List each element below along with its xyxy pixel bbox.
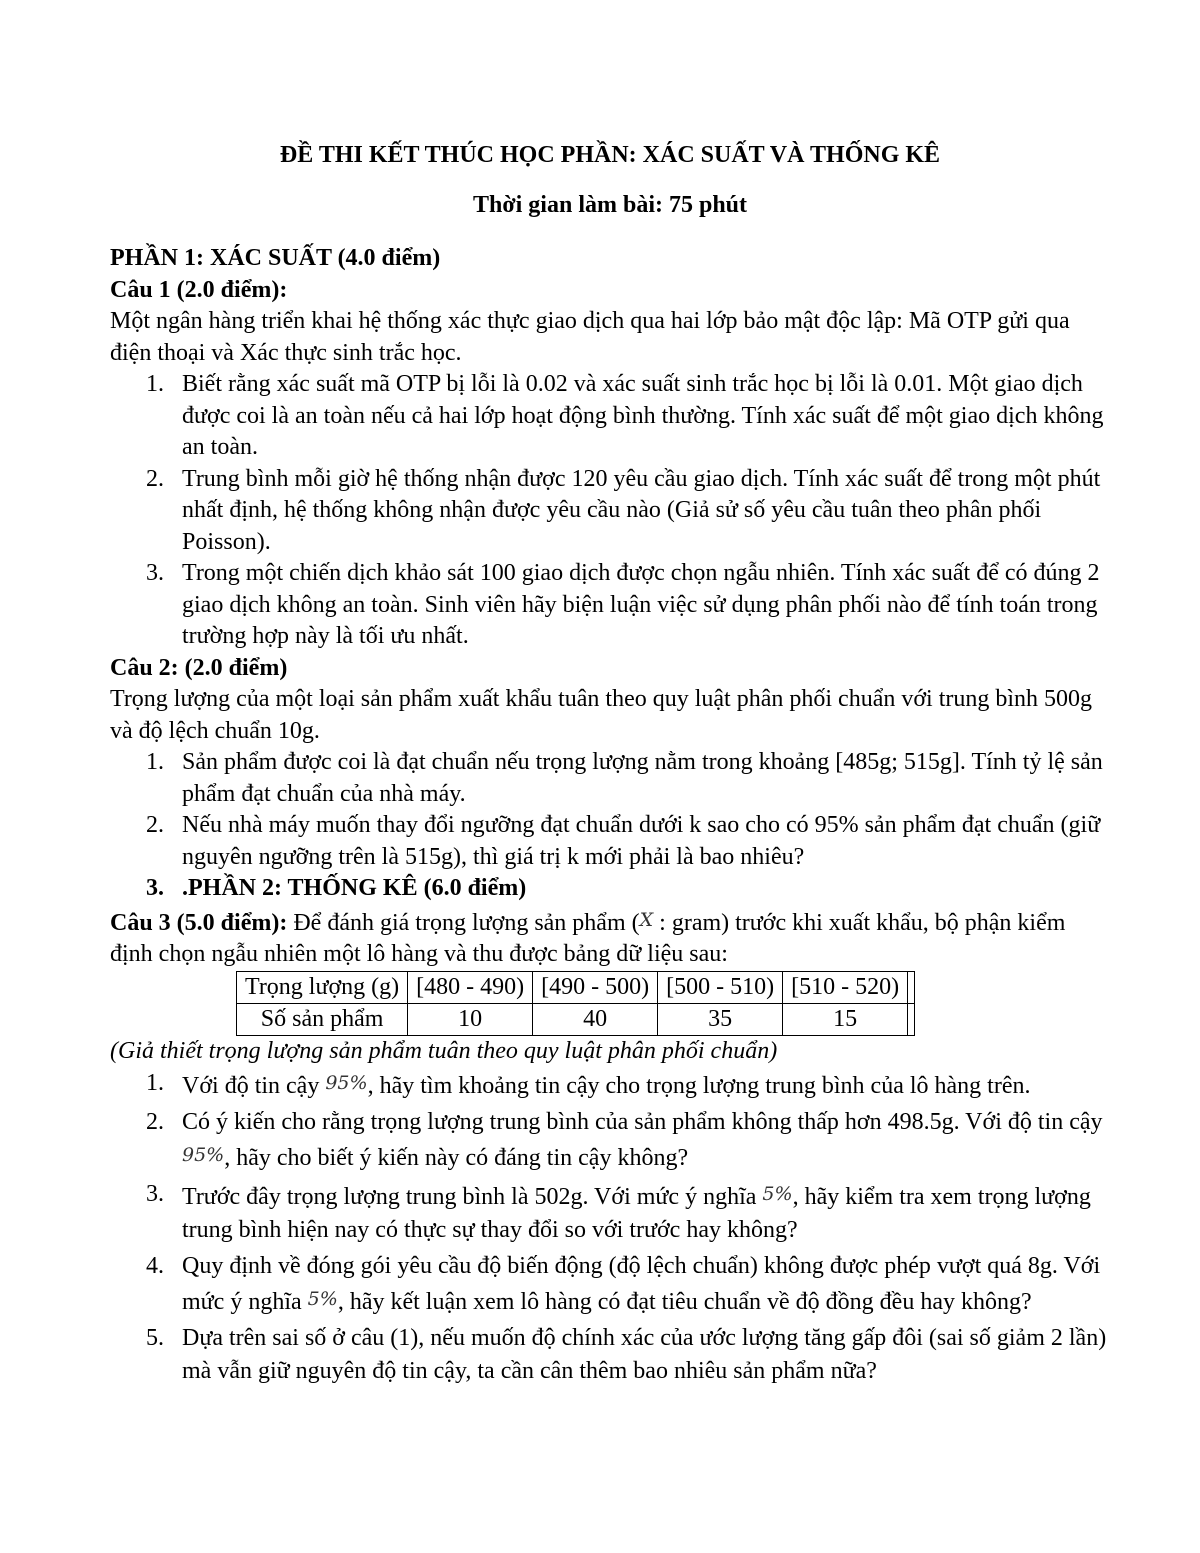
table-cell: [500 - 510) [658,971,783,1003]
item-text: Nếu nhà máy muốn thay đổi ngưỡng đạt chuẩn dưới k sao cho có 95% sản phẩm đạt chuẩn (giữ nguyên ngưỡng trên là 515g), thì giá trị k mới phải là bao nhiêu? [182,812,1101,870]
list-item [110,558,1110,653]
item-text: , hãy cho biết ý kiến này có đáng tin cậy không? [224,1145,689,1171]
item-text: Trung bình mỗi giờ hệ thống nhận được 120 yêu cầu giao dịch. Tính xác suất để trong một phút nhất định, hệ thống không nhận được yêu cầu nào (Giả sử số yêu cầu tuân theo phân phối Poisson). [182,465,1101,555]
list-item [110,369,1110,464]
exam-content [110,140,1110,1388]
math-value: 95% [325,1072,368,1094]
question-2-items [110,747,1110,905]
variable-x: X [639,908,654,931]
item-number: 2. [146,812,164,838]
item-text: Dựa trên sai số ở câu (1), nếu muốn độ chính xác của ước lượng tăng gấp đôi (sai số giảm 2 lần) mà vẫn giữ nguyên độ tin cậy, ta cần cân thêm bao nhiêu sản phẩm nữa? [182,1325,1107,1384]
table-row [237,971,915,1003]
item-text: Trước đây trọng lượng trung bình là 502g. Với mức ý nghĩa [182,1184,763,1210]
item-number: 2. [146,465,164,492]
list-item [110,1178,1110,1247]
item-text: , hãy tìm khoảng tin cậy cho trọng lượng trung bình của lô hàng trên. [367,1073,1031,1099]
table-cell: 40 [533,1003,658,1035]
assumption-note: (Giả thiết trọng lượng sản phẩm tuân theo quy luật phân phối chuẩn) [110,1037,778,1064]
list-item [110,1067,1110,1103]
table-cell: [510 - 520) [783,971,908,1003]
item-number: 5. [146,1325,164,1351]
item-number: 1. [146,749,164,775]
math-value: 5% [762,1183,793,1205]
empty-cell [908,1003,915,1035]
item-text: Sản phẩm được coi là đạt chuẩn nếu trọng lượng nằm trong khoảng [485g; 515g]. Tính tỷ lệ sản phẩm đạt chuẩn của nhà máy. [182,749,1103,807]
question-2-intro: Trọng lượng của một loại sản phẩm xuất khẩu tuân theo quy luật phân phối chuẩn với trung bình 500g và độ lệch chuẩn 10g. [110,686,1093,744]
item-text: .PHẦN 2: THỐNG KÊ (6.0 điểm) [182,875,527,901]
row-label-count: Số sản phẩm [237,1003,408,1035]
item-text: Quy định về đóng gói yêu cầu độ biến động (độ lệch chuẩn) không được phép vượt quá 8g. Với mức ý nghĩa [182,1253,1101,1315]
list-item [110,1250,1110,1319]
question-3-heading: Câu 3 (5.0 điểm): [110,909,288,936]
question-3-items [110,1067,1110,1388]
row-label-weight: Trọng lượng (g) [237,971,408,1003]
part2-heading [110,873,1110,905]
item-text: , hãy kết luận xem lô hàng có đạt tiêu chuẩn về độ đồng đều hay không? [337,1289,1032,1315]
intro-text-a: Để đánh giá trọng lượng sản phẩm ( [293,909,640,936]
part1-heading: PHẦN 1: XÁC SUẤT (4.0 điểm) [110,245,441,271]
list-item [110,464,1110,559]
intro-text-b: : gram) trước khi xuất khẩu, bộ phận kiểm định chọn ngẫu nhiên một lô hàng và thu được bảng dữ liệu sau: [110,909,1066,967]
table-cell: [480 - 490) [408,971,533,1003]
item-text: , hãy kiểm tra xem trọng lượng trung bình hiện nay có thực sự thay đổi so với trước hay không? [182,1184,1091,1243]
item-number: 3. [146,560,164,586]
item-number: 1. [146,371,164,397]
item-number: 3. [146,1181,164,1207]
item-text: Biết rằng xác suất mã OTP bị lỗi là 0.02 và xác suất sinh trắc học bị lỗi là 0.01. Một giao dịch được coi là an toàn nếu cả hai lớp hoạt động bình thường. Tính xác suất để một giao dịch không an toàn. [182,371,1104,460]
list-item [110,1106,1110,1175]
list-item [110,810,1110,873]
table-cell: 10 [408,1003,533,1035]
table-row [237,1003,915,1035]
weight-data-table [236,971,915,1036]
exam-duration: Thời gian làm bài: 75 phút [472,191,748,218]
table-cell: 15 [783,1003,908,1035]
item-text: Với độ tin cậy [182,1073,326,1099]
question-1-heading: Câu 1 (2.0 điểm): [110,276,288,303]
math-value: 5% [307,1288,338,1310]
question-3-intro [110,905,1110,971]
question-1-intro: Một ngân hàng triển khai hệ thống xác thực giao dịch qua hai lớp bảo mật độc lập: Mã OTP gửi qua điện thoại và Xác thực sinh trắc học. [110,308,1070,366]
table-cell: 35 [658,1003,783,1035]
item-number: 1. [146,1070,164,1096]
item-number: 3. [146,875,164,901]
item-number: 2. [146,1109,164,1135]
item-text: Có ý kiến cho rằng trọng lượng trung bình của sản phẩm không thấp hơn 498.5g. Với độ tin cậy [182,1109,1103,1135]
item-number: 4. [146,1253,164,1279]
table-cell: [490 - 500) [533,971,658,1003]
exam-title: ĐỀ THI KẾT THÚC HỌC PHẦN: XÁC SUẤT VÀ THỐNG KÊ [279,142,941,168]
list-item [110,1322,1110,1388]
question-1-items [110,369,1110,653]
list-item [110,747,1110,810]
item-text: Trong một chiến dịch khảo sát 100 giao dịch được chọn ngẫu nhiên. Tính xác suất để có đúng 2 giao dịch không an toàn. Sinh viên hãy biện luận việc sử dụng phân phối nào để tính toán trong trường hợp này là tối ưu nhất. [182,560,1100,649]
question-2-heading: Câu 2: (2.0 điểm) [110,654,288,681]
math-value: 95% [182,1144,225,1166]
empty-cell [908,971,915,1003]
